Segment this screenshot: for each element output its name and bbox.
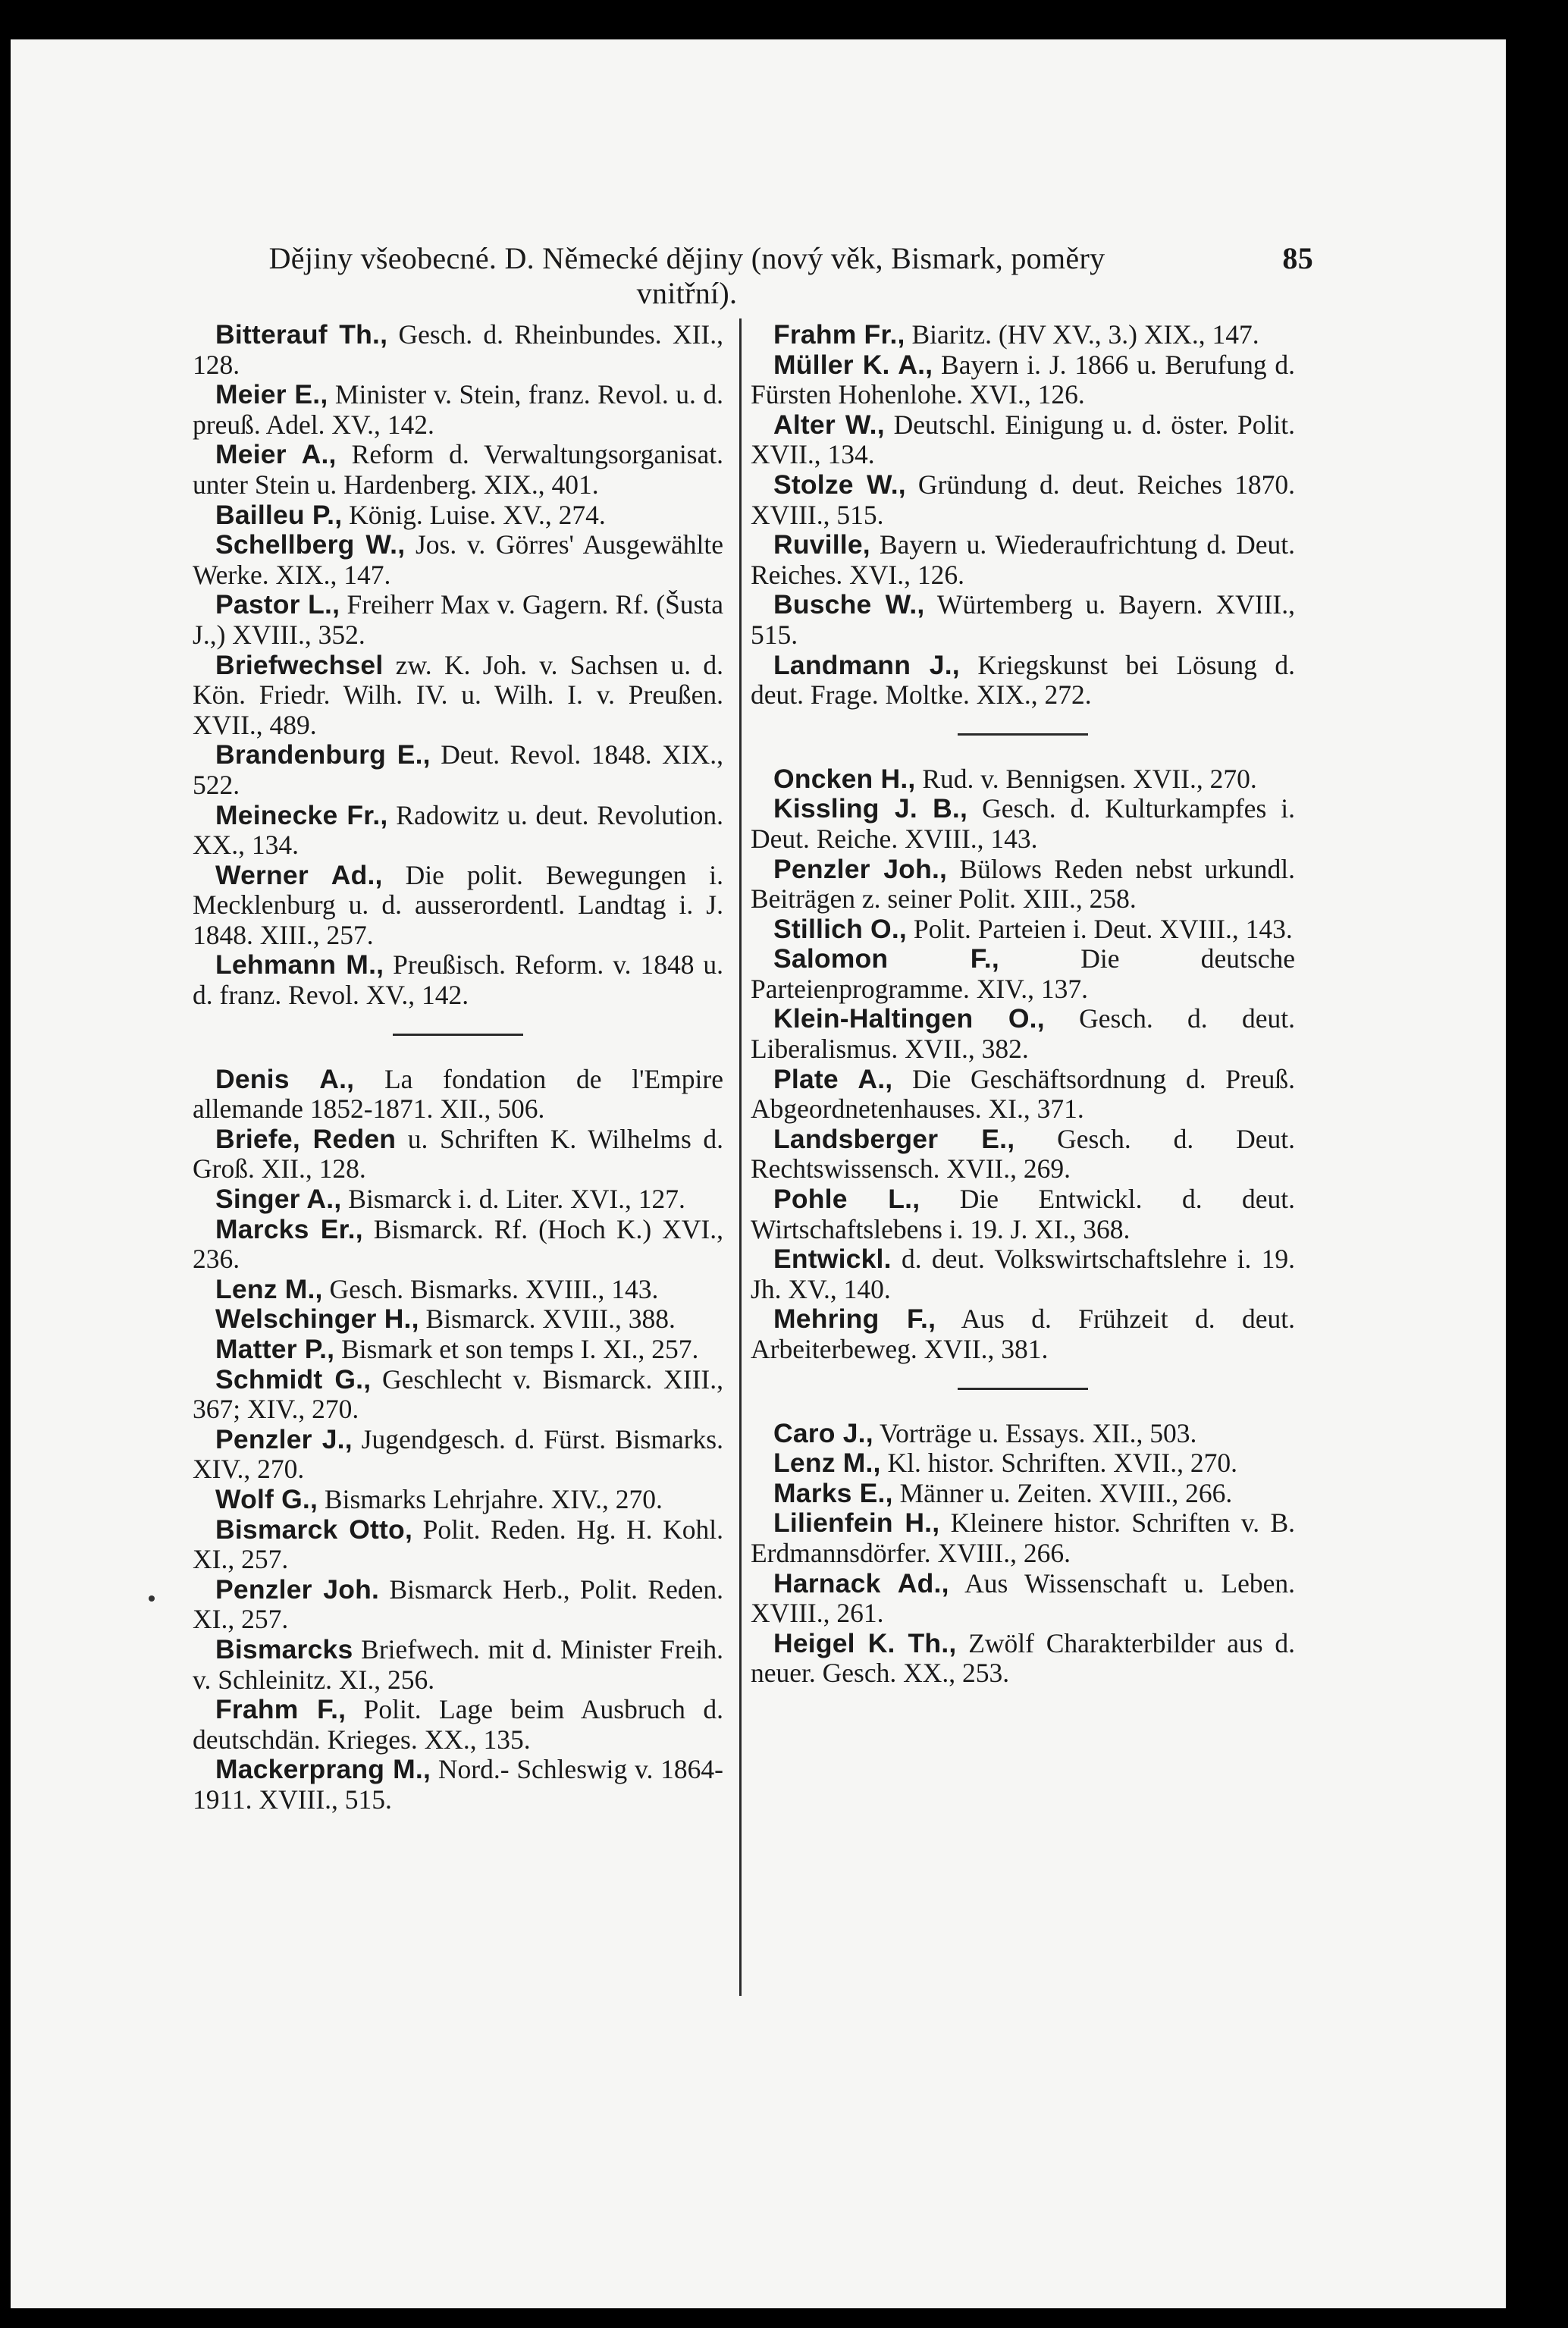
entry-text: zw. K. Joh. v. Sachsen u. d. Kön. Friedr. Wilh. IV. u. Wilh. I. v. Preußen. XVII., 489. xyxy=(193,649,723,740)
page-number: 85 xyxy=(1282,241,1313,275)
entry-text: Kl. histor. Schriften. XVII., 270. xyxy=(880,1448,1237,1479)
entry-author: Klein-Haltingen O., xyxy=(773,1003,1045,1034)
bibliography-entry xyxy=(751,410,1295,470)
entry-author: Frahm Fr., xyxy=(773,319,905,350)
bibliography-entry xyxy=(193,1515,723,1575)
entry-text: Gründung d. deut. Reiches 1870. XVIII., 515. xyxy=(751,469,1295,530)
column-divider xyxy=(739,318,742,1996)
bibliography-entry xyxy=(193,320,723,380)
bibliography-entry xyxy=(751,764,1295,795)
entry-author: Bismarcks xyxy=(215,1633,353,1664)
section-separator xyxy=(393,1034,523,1036)
entry-text: Polit. Parteien i. Deut. XVIII., 143. xyxy=(906,913,1293,944)
bibliography-entry xyxy=(193,1335,723,1365)
entry-author: Penzler J., xyxy=(215,1423,353,1454)
entry-text: Minister v. Stein, franz. Revol. u. d. preuß. Adel. XV., 142. xyxy=(193,379,723,440)
bibliography-entry xyxy=(751,794,1295,854)
entry-text: d. deut. Volkswirtschaftslehre i. 19. Jh. XV., 140. xyxy=(751,1244,1295,1304)
entry-text: Nord.- Schleswig v. 1864-1911. XVIII., 515. xyxy=(193,1754,723,1815)
margin-mark xyxy=(149,1595,155,1602)
entry-text: Polit. Reden. Hg. H. Kohl. XI., 257. xyxy=(193,1514,723,1575)
bibliography-entry xyxy=(751,1479,1295,1509)
entry-text: Preußisch. Reform. v. 1848 u. d. franz. Revol. XV., 142. xyxy=(193,949,723,1011)
entry-author: Müller K. A., xyxy=(773,349,933,380)
entry-author: Landsberger E., xyxy=(773,1123,1015,1154)
entry-text: Bayern u. Wiederaufrichtung d. Deut. Reiches. XVI., 126. xyxy=(751,529,1295,590)
entry-author: Bitterauf Th., xyxy=(215,319,388,350)
bibliography-entry xyxy=(193,1485,723,1515)
bibliography-entry xyxy=(751,1125,1295,1184)
bibliography-entry xyxy=(751,320,1295,350)
bibliography-entry xyxy=(751,1508,1295,1568)
entry-text: Männer u. Zeiten. XVIII., 266. xyxy=(892,1477,1233,1508)
bibliography-entry xyxy=(751,915,1295,945)
entry-author: Briefe, Reden xyxy=(215,1123,397,1154)
section-title-line2: vnitřní). xyxy=(636,276,738,310)
entry-text: Gesch. d. Deut. Rechtswissensch. XVII., 269. xyxy=(751,1123,1295,1184)
bibliography-entry xyxy=(751,651,1295,711)
bibliography-entry xyxy=(193,530,723,590)
entry-author: Entwickl. xyxy=(773,1244,892,1275)
bibliography-entry xyxy=(751,1419,1295,1449)
entry-text: Vorträge u. Essays. XII., 503. xyxy=(873,1417,1197,1448)
bibliography-entry xyxy=(751,530,1295,590)
entry-text: Die Geschäftsordnung d. Preuß. Abgeordnetenhauses. XI., 371. xyxy=(751,1063,1295,1125)
entry-text: Die polit. Bewegungen i. Mecklenburg u. d. ausserordentl. Landtag i. J. 1848. XIII., 257. xyxy=(193,859,723,950)
entry-author: Meier E., xyxy=(215,379,328,410)
entry-author: Lenz M., xyxy=(215,1273,323,1304)
bibliography-entry xyxy=(751,590,1295,650)
bibliography-entry xyxy=(751,470,1295,530)
entry-author: Plate A., xyxy=(773,1063,893,1094)
entry-author: Briefwechsel xyxy=(215,649,384,680)
entry-text: Aus d. Frühzeit d. deut. Arbeiterbeweg. XVII., 381. xyxy=(751,1304,1296,1364)
entry-author: Alter W., xyxy=(773,409,885,440)
entry-author: Singer A., xyxy=(215,1184,342,1215)
entry-text: Bismark et son temps I. XI., 257. xyxy=(334,1334,699,1364)
entry-text: Würtemberg u. Bayern. XVIII., 515. xyxy=(751,589,1296,650)
entry-author: Marcks Er., xyxy=(215,1213,363,1244)
entry-text: Gesch. d. Kulturkampfes i. Deut. Reiche. XVIII., 143. xyxy=(751,793,1296,854)
bibliography-entry xyxy=(193,1755,723,1815)
bibliography-entry xyxy=(193,1695,723,1755)
entry-author: Oncken H., xyxy=(773,763,916,794)
bibliography-entry xyxy=(193,801,723,861)
section-title-line1: Dějiny všeobecné. D. Německé dějiny (nový věk, Bismark, poměry xyxy=(268,241,1105,275)
entry-author: Meinecke Fr., xyxy=(215,799,388,830)
entry-text: u. Schriften K. Wilhelms d. Groß. XII., 128. xyxy=(193,1123,723,1184)
bibliography-entry xyxy=(751,1184,1295,1244)
entry-author: Lehmann M., xyxy=(215,949,384,980)
entry-text: Deutschl. Einigung u. d. öster. Polit. XVII., 134. xyxy=(751,409,1295,470)
section-separator xyxy=(958,1388,1088,1390)
entry-author: Brandenburg E., xyxy=(215,739,431,770)
entry-text: König. Luise. XV., 274. xyxy=(342,499,606,530)
bibliography-entry xyxy=(193,590,723,650)
entry-text: Gesch. d. Rheinbundes. XII., 128. xyxy=(193,319,723,380)
entry-author: Heigel K. Th., xyxy=(773,1627,957,1658)
bibliography-entry xyxy=(193,740,723,800)
entry-author: Lenz M., xyxy=(773,1448,881,1479)
entry-text: Aus Wissenschaft u. Leben. XVIII., 261. xyxy=(751,1567,1295,1629)
bibliography-entry xyxy=(751,350,1295,410)
bibliography-entry xyxy=(193,950,723,1010)
bibliography-entry xyxy=(751,944,1295,1004)
entry-text: Bayern i. J. 1866 u. Berufung d. Fürsten Hohenlohe. XVI., 126. xyxy=(751,349,1295,410)
entry-text: Bismarks Lehrjahre. XIV., 270. xyxy=(318,1483,663,1514)
entry-text: Die Entwickl. d. deut. Wirtschaftslebens i. 19. J. XI., 368. xyxy=(751,1184,1296,1244)
bibliography-entry xyxy=(193,1215,723,1275)
entry-author: Pohle L., xyxy=(773,1184,920,1215)
entry-text: Radowitz u. deut. Revolution. XX., 134. xyxy=(193,799,723,861)
bibliography-entry xyxy=(751,1065,1295,1125)
entry-author: Werner Ad., xyxy=(215,859,383,890)
entry-text: Bismarck. Rf. (Hoch K.) XVI., 236. xyxy=(193,1213,723,1275)
bibliography-entry xyxy=(751,855,1295,915)
entry-author: Schellberg W., xyxy=(215,529,406,560)
entry-author: Stillich O., xyxy=(773,913,907,944)
entry-text: Freiherr Max v. Gagern. Rf. (Šusta J.,) XVIII., 352. xyxy=(193,589,724,650)
entry-author: Busche W., xyxy=(773,589,925,620)
bibliography-entry xyxy=(193,500,723,531)
entry-text: Biaritz. (HV XV., 3.) XIX., 147. xyxy=(905,319,1259,350)
entry-text: Bismarck. XVIII., 388. xyxy=(419,1304,676,1335)
entry-author: Bailleu P., xyxy=(215,499,343,530)
entry-text: Reform d. Verwaltungsorganisat. unter Stein u. Hardenberg. XIX., 401. xyxy=(193,439,723,500)
entry-author: Denis A., xyxy=(215,1063,355,1094)
entry-author: Ruville, xyxy=(773,529,870,560)
entry-text: Geschlecht v. Bismarck. XIII., 367; XIV., 270. xyxy=(193,1363,723,1425)
bibliography-entry xyxy=(193,440,723,500)
entry-text: Gesch. Bismarks. XVIII., 143. xyxy=(322,1273,659,1304)
bibliography-entry xyxy=(193,1275,723,1305)
entry-text: Deut. Revol. 1848. XIX., 522. xyxy=(193,739,723,800)
entry-text: Bismarck Herb., Polit. Reden. XI., 257. xyxy=(193,1573,723,1635)
bibliography-entry xyxy=(193,1125,723,1184)
bibliography-entry xyxy=(751,1244,1295,1304)
entry-author: Caro J., xyxy=(773,1417,873,1448)
entry-text: Rud. v. Bennigsen. XVII., 270. xyxy=(915,763,1257,794)
bibliography-entry xyxy=(751,1004,1295,1064)
entry-author: Kissling J. B., xyxy=(773,793,968,824)
right-column xyxy=(751,320,1295,1689)
entry-text: La fondation de l'Empire allemande 1852-1871. XII., 506. xyxy=(193,1063,723,1125)
left-column xyxy=(193,320,723,1815)
entry-author: Penzler Joh., xyxy=(773,853,948,884)
entry-author: Wolf G., xyxy=(215,1483,318,1514)
bibliography-entry xyxy=(193,1365,723,1425)
entry-author: Landmann J., xyxy=(773,649,960,680)
entry-author: Pastor L., xyxy=(215,589,340,620)
entry-author: Salomon F., xyxy=(773,943,999,974)
bibliography-entry xyxy=(751,1304,1295,1364)
entry-text: Jos. v. Görres' Ausgewählte Werke. XIX., 147. xyxy=(193,529,723,590)
section-title xyxy=(206,241,1168,311)
entry-author: Schmidt G., xyxy=(215,1363,372,1395)
bibliography-entry xyxy=(193,1635,723,1695)
entry-author: Bismarck Otto, xyxy=(215,1514,413,1545)
bibliography-entry xyxy=(193,1425,723,1485)
entry-author: Harnack Ad., xyxy=(773,1567,949,1599)
entry-text: Gesch. d. deut. Liberalismus. XVII., 382. xyxy=(751,1003,1295,1065)
entry-text: Jugendgesch. d. Fürst. Bismarks. XIV., 270. xyxy=(193,1423,723,1485)
entry-text: Die deutsche Parteienprogramme. XIV., 137. xyxy=(751,943,1295,1004)
section-separator xyxy=(958,733,1088,736)
entry-author: Matter P., xyxy=(215,1334,335,1364)
entry-author: Mehring F., xyxy=(773,1304,936,1335)
entry-text: Polit. Lage beim Ausbruch d. deutschdän. Krieges. XX., 135. xyxy=(193,1694,723,1755)
bibliography-entry xyxy=(751,1629,1295,1689)
entry-text: Bülows Reden nebst urkundl. Beiträgen z. seiner Polit. XIII., 258. xyxy=(751,853,1295,915)
bibliography-entry xyxy=(751,1448,1295,1479)
entry-author: Welschinger H., xyxy=(215,1304,419,1335)
bibliography-entry xyxy=(193,861,723,951)
entry-text: Bismarck i. d. Liter. XVI., 127. xyxy=(341,1184,685,1215)
entry-author: Marks E., xyxy=(773,1477,893,1508)
bibliography-entry xyxy=(751,1569,1295,1629)
entry-text: Kriegskunst bei Lösung d. deut. Frage. Moltke. XIX., 272. xyxy=(751,649,1295,711)
bibliography-entry xyxy=(193,1184,723,1215)
entry-author: Stolze W., xyxy=(773,469,906,500)
entry-author: Meier A., xyxy=(215,439,337,470)
entry-author: Mackerprang M., xyxy=(215,1754,431,1785)
entry-text: Briefwech. mit d. Minister Freih. v. Schleinitz. XI., 256. xyxy=(193,1633,723,1695)
bibliography-entry xyxy=(193,1065,723,1125)
entry-author: Penzler Joh. xyxy=(215,1573,380,1605)
bibliography-entry xyxy=(193,651,723,741)
entry-text: Kleinere histor. Schriften v. B. Erdmannsdörfer. XVIII., 266. xyxy=(751,1508,1296,1568)
bibliography-entry xyxy=(193,1575,723,1635)
bibliography-entry xyxy=(193,1304,723,1335)
entry-text: Zwölf Charakterbilder aus d. neuer. Gesch. XX., 253. xyxy=(751,1627,1295,1689)
bibliography-entry xyxy=(193,380,723,440)
entry-author: Lilienfein H., xyxy=(773,1508,940,1539)
entry-author: Frahm F., xyxy=(215,1694,347,1725)
page-header xyxy=(206,241,1313,311)
